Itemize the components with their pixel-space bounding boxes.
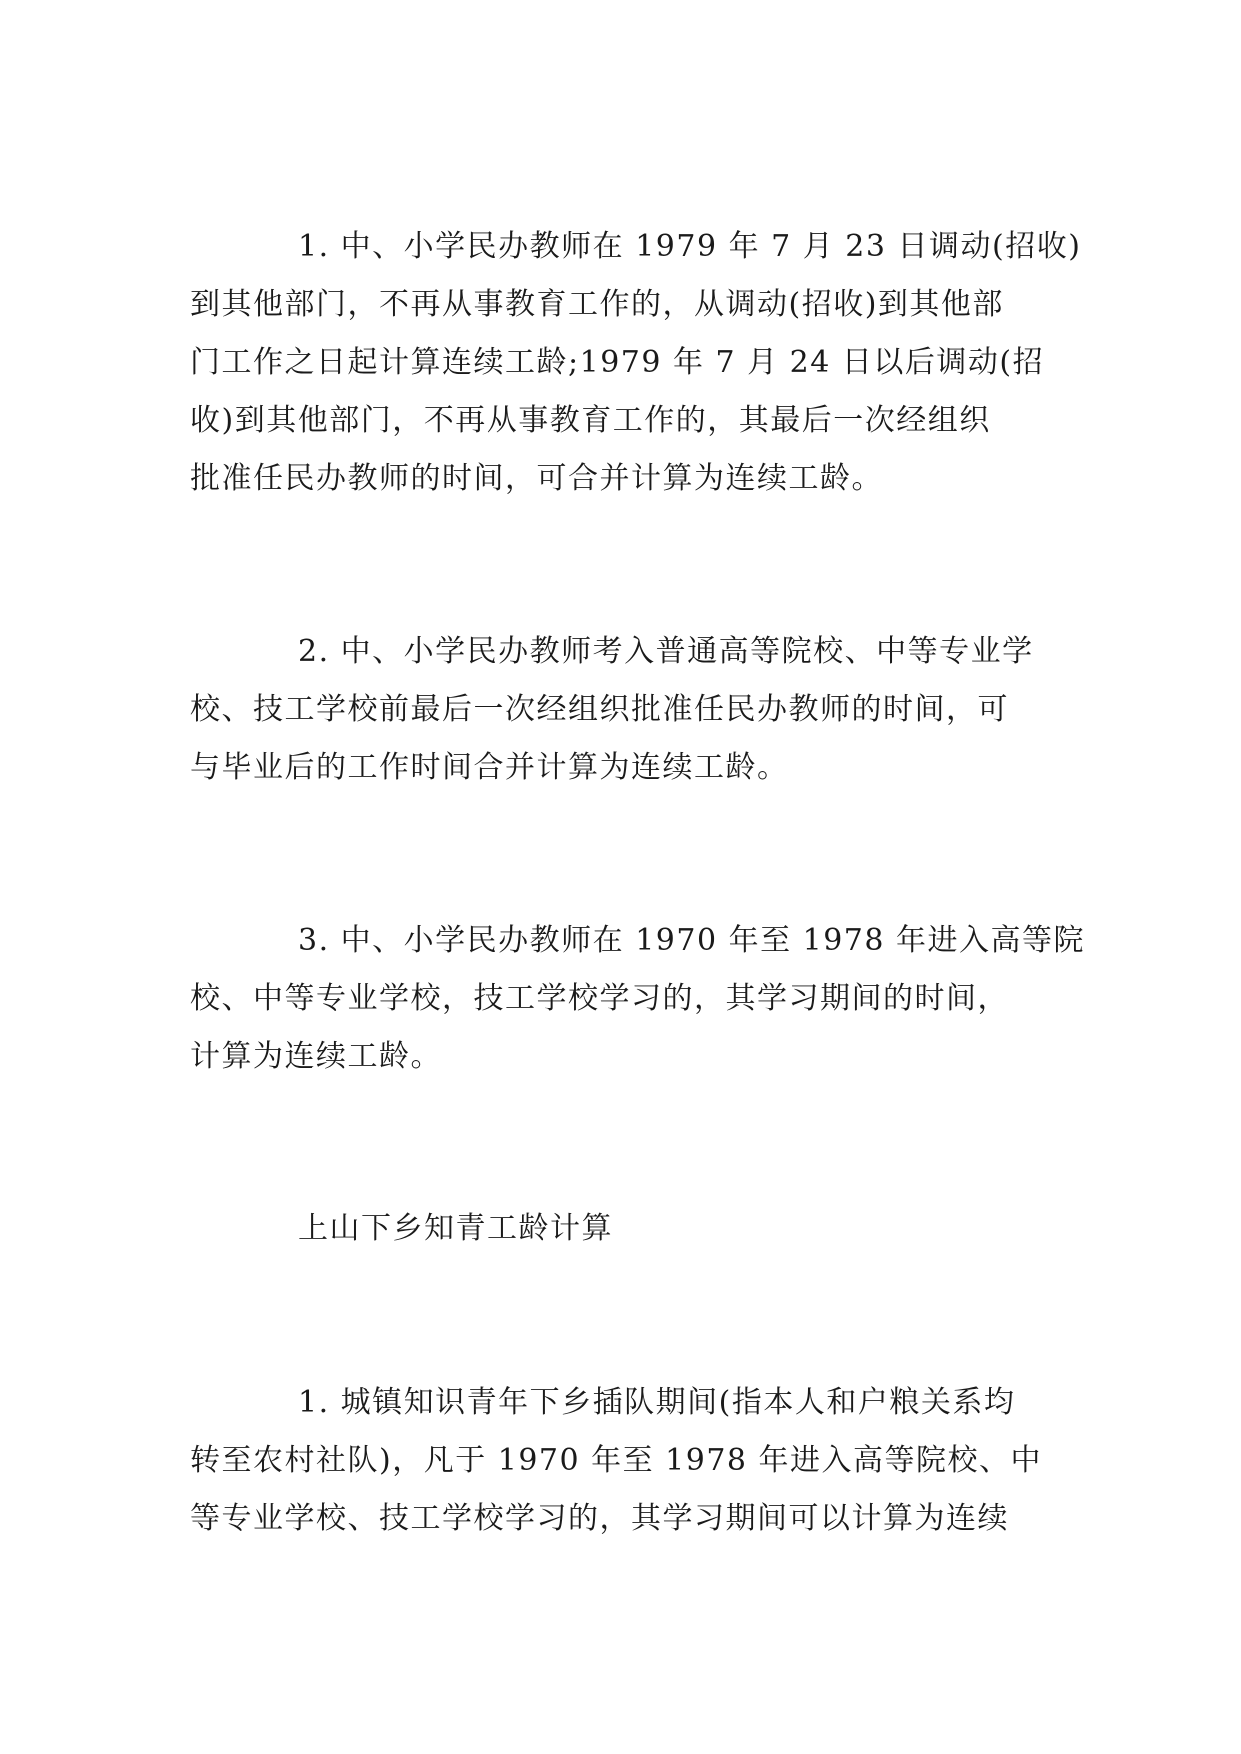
paragraph-line: 校、中等专业学校，技工学校学习的，其学习期间的时间，: [190, 981, 1009, 1016]
paragraph-line: 到其他部门，不再从事教育工作的，从调动(招收)到其他部: [190, 287, 1004, 322]
paragraph-teacher-college: [190, 623, 1060, 797]
paragraph-line: 计算为连续工龄。: [190, 1039, 442, 1074]
paragraph-line: 等专业学校、技工学校学习的，其学习期间可以计算为连续: [190, 1501, 1009, 1536]
paragraph-teacher-study-period: [190, 912, 1085, 1086]
paragraph-line: 批准任民办教师的时间，可合并计算为连续工龄。: [190, 461, 883, 496]
section-heading-text: 上山下乡知青工龄计算: [298, 1211, 613, 1246]
paragraph-line: 3. 中、小学民办教师在 1970 年至 1978 年进入高等院: [298, 923, 1085, 958]
paragraph-educated-youth: [190, 1374, 1060, 1548]
paragraph-line: 转至农村社队)，凡于 1970 年至 1978 年进入高等院校、中: [190, 1443, 1043, 1478]
paragraph-line: 1. 中、小学民办教师在 1979 年 7 月 23 日调动(招收): [298, 229, 1082, 264]
paragraph-line: 门工作之日起计算连续工龄;1979 年 7 月 24 日以后调动(招: [190, 345, 1045, 380]
paragraph-line: 2. 中、小学民办教师考入普通高等院校、中等专业学: [298, 634, 1034, 669]
paragraph-teacher-transfer: [190, 218, 1082, 508]
paragraph-line: 收)到其他部门，不再从事教育工作的，其最后一次经组织: [190, 403, 991, 438]
paragraph-line: 1. 城镇知识青年下乡插队期间(指本人和户粮关系均: [298, 1385, 1016, 1420]
section-heading: [190, 1200, 1060, 1258]
paragraph-line: 校、技工学校前最后一次经组织批准任民办教师的时间，可: [190, 692, 1009, 727]
paragraph-line: 与毕业后的工作时间合并计算为连续工龄。: [190, 750, 789, 785]
